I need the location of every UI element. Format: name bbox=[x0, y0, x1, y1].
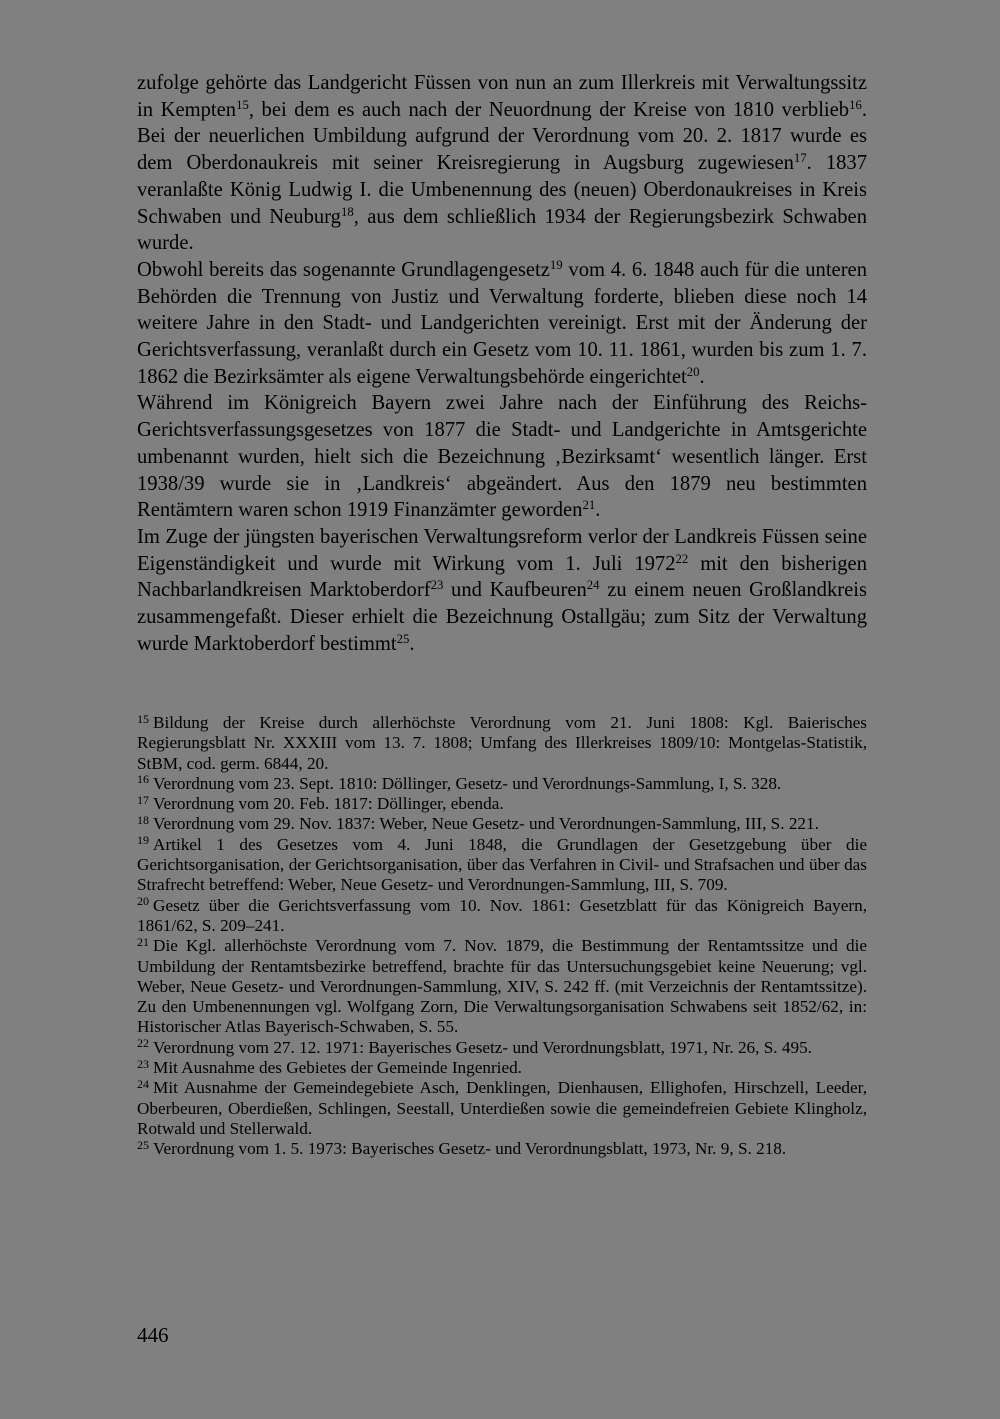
footnote-text: Verordnung vom 1. 5. 1973: Bayerisches Gesetz- und Verordnungsblatt, 1973, Nr. 9, S. 218. bbox=[153, 1139, 787, 1159]
footnote-text: Bildung der Kreise durch allerhöchste Verordnung vom 21. Juni 1808: Kgl. Baierisches Regierungsblatt Nr. XXXIII vom 13. 7. 1808; Umfang des Illerkreises 1809/10: Montgelas-Statistik, StBM, cod. germ. 6844, 20. bbox=[137, 713, 867, 773]
body-text-segment: , bei dem es auch nach der Neuordnung der Kreise von 1810 verblieb bbox=[248, 98, 850, 121]
footnote-reference: 16 bbox=[849, 97, 862, 112]
footnote-reference: 22 bbox=[675, 551, 689, 566]
page-body bbox=[137, 70, 867, 657]
footnote bbox=[137, 713, 867, 774]
footnote-reference: 15 bbox=[236, 97, 249, 112]
footnote-reference: 25 bbox=[396, 631, 410, 646]
body-text-segment: , aus dem schließlich 1934 der Regierungsbezirk Schwaben wurde. bbox=[137, 205, 867, 255]
footnote-text: Verordnung vom 23. Sept. 1810: Döllinger, Gesetz- und Verordnungs-Sammlung, I, S. 328. bbox=[153, 773, 782, 793]
body-text-segment: zu einem neuen Großlandkreis zusammengefaßt. Dieser erhielt die Bezeichnung Ostallgäu; zum Sitz der Verwaltung wurde Marktoberdorf bestimmt bbox=[137, 579, 867, 655]
footnote bbox=[137, 936, 867, 1037]
footnote-text: Artikel 1 des Gesetzes vom 4. Juni 1848, die Grundlagen der Gesetzgebung über die Gerichtsorganisation, der Gerichtsorganisation, über das Verfahren in Civil- und Strafsachen und über das Strafrecht betreffend: Weber, Neue Gesetz- und Verordnungen-Sammlung, III, S. 709. bbox=[137, 834, 867, 895]
footnote-reference: 21 bbox=[582, 498, 596, 513]
footnote-text: Verordnung vom 20. Feb. 1817: Döllinger, ebenda. bbox=[153, 794, 504, 814]
body-text-segment: Im Zuge der jüngsten bayerischen Verwaltungsreform verlor der Landkreis Füssen seine Eigenständigkeit und wurde mit Wirkung vom 1. Juli 1972 bbox=[137, 525, 867, 575]
footnote-number: 25 bbox=[137, 1137, 150, 1152]
footnote-number: 19 bbox=[137, 833, 150, 848]
footnote-number: 24 bbox=[137, 1076, 150, 1091]
footnote bbox=[137, 1139, 867, 1159]
body-text-segment: . bbox=[699, 365, 705, 388]
footnote-number: 23 bbox=[137, 1056, 150, 1071]
body-text-segment: mit den bisherigen Nachbarlandkreisen Marktoberdorf bbox=[137, 552, 867, 602]
body-paragraph bbox=[137, 70, 867, 257]
body-text-segment: zufolge gehörte das Landgericht Füssen von nun an zum Illerkreis mit Verwaltungssitz in Kempten bbox=[137, 72, 867, 121]
body-paragraph bbox=[137, 257, 867, 391]
footnote-number: 16 bbox=[137, 772, 150, 787]
footnote bbox=[137, 835, 867, 896]
footnote-number: 18 bbox=[137, 813, 150, 828]
body-text-segment: Während im Königreich Bayern zwei Jahre nach der Einführung des Reichs-Gerichtsverfassungsgesetzes von 1877 die Stadt- und Landgerichte in Amtsgerichte umbenannt wurden, hielt sich die Bezeichnung ‚Bezirksamt‘ wesentlich länger. Erst 1938/39 wurde sie in ‚Landkreis‘ abgeändert. Aus den 1879 neu bestimmten Rentämtern waren schon 1919 Finanzämter geworden bbox=[137, 392, 867, 522]
footnotes bbox=[137, 713, 867, 1160]
footnote-reference: 20 bbox=[686, 364, 700, 379]
body-text-segment: . bbox=[595, 499, 601, 522]
footnote-reference: 24 bbox=[586, 578, 600, 593]
footnote-reference: 17 bbox=[793, 151, 807, 166]
body-paragraph bbox=[137, 390, 867, 524]
footnote-number: 20 bbox=[137, 894, 150, 909]
footnote-reference: 23 bbox=[430, 578, 444, 593]
footnote-reference: 18 bbox=[340, 204, 354, 219]
footnote bbox=[137, 814, 867, 834]
body-text-segment: . bbox=[409, 632, 415, 655]
footnote bbox=[137, 896, 867, 937]
footnote-reference: 19 bbox=[549, 257, 563, 272]
footnote-text: Mit Ausnahme des Gebietes der Gemeinde Ingenried. bbox=[153, 1058, 522, 1078]
footnote-text: Mit Ausnahme der Gemeindegebiete Asch, Denklingen, Dienhausen, Ellighofen, Hirschzell, Leeder, Oberbeuren, Oberdießen, Schlingen, Seestall, Unterdießen sowie die gemeindefreien Gebiete Klingholz, Rotwald und Stellerwald. bbox=[137, 1078, 867, 1138]
body-paragraph bbox=[137, 524, 867, 658]
footnote-text: Gesetz über die Gerichtsverfassung vom 10. Nov. 1861: Gesetzblatt für das Königreich Bayern, 1861/62, S. 209–241. bbox=[137, 895, 867, 935]
body-text-segment: . 1837 veranlaßte König Ludwig I. die Umbenennung des (neuen) Oberdonaukreises in Kreis Schwaben und Neuburg bbox=[137, 152, 868, 228]
body-text-segment: und Kaufbeuren bbox=[443, 579, 587, 602]
body-text-segment: . Bei der neuerlichen Umbildung aufgrund der Verordnung vom 20. 2. 1817 wurde es dem Oberdonaukreis mit seiner Kreisregierung in Augsburg zugewiesen bbox=[137, 98, 867, 175]
footnote-text: Verordnung vom 29. Nov. 1837: Weber, Neue Gesetz- und Verordnungen-Sammlung, III, S. 221. bbox=[153, 814, 819, 834]
body-text-segment: Obwohl bereits das sogenannte Grundlagengesetz bbox=[137, 258, 550, 281]
footnote bbox=[137, 1078, 867, 1139]
body-text-segment: vom 4. 6. 1848 auch für die unteren Behörden die Trennung von Justiz und Verwaltung forderte, blieben diese noch 14 weitere Jahre in den Stadt- und Landgerichten vereinigt. Erst mit der Änderung der Gerichtsverfassung, veranlaßt durch ein Gesetz vom 10. 11. 1861, wurden bis zum 1. 7. 1862 die Bezirksämter als eigene Verwaltungsbehörde eingerichtet bbox=[137, 258, 867, 388]
footnote-text: Die Kgl. allerhöchste Verordnung vom 7. Nov. 1879, die Bestimmung der Rentamtssitze und die Umbildung der Rentamtsbezirke betreffend, brachte für das Untersuchungsgebiet keine Neuerung; vgl. Weber, Neue Gesetz- und Verordnungen-Sammlung, XIV, S. 242 ff. (mit Verzeichnis der Rentamtssitze). Zu den Umbenennungen vgl. Wolfgang Zorn, Die Verwaltungsorganisation Schwabens seit 1852/62, in: Historischer Atlas Bayerisch-Schwaben, S. 55. bbox=[137, 936, 867, 1037]
footnote-number: 17 bbox=[137, 792, 150, 807]
footnote bbox=[137, 1038, 867, 1058]
footnote-number: 15 bbox=[137, 711, 150, 726]
footnote bbox=[137, 774, 867, 794]
footnote bbox=[137, 1058, 867, 1078]
footnote-number: 22 bbox=[137, 1036, 150, 1051]
footnote-number: 21 bbox=[137, 934, 150, 949]
footnote bbox=[137, 794, 867, 814]
main-text bbox=[137, 70, 867, 657]
page-number: 446 bbox=[137, 1323, 169, 1347]
footnote-text: Verordnung vom 27. 12. 1971: Bayerisches Gesetz- und Verordnungsblatt, 1971, Nr. 26, S. 495. bbox=[153, 1037, 812, 1057]
